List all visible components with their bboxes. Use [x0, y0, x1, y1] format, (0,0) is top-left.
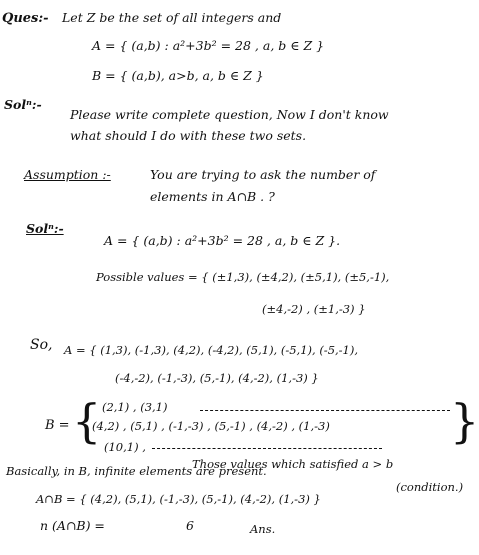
- a-set-line-1: A = { (1,3), (-1,3), (4,2), (-4,2), (5,1), (-5,1), (-5,-1),: [64, 343, 359, 357]
- b-open-brace: {: [72, 394, 102, 448]
- b-middle-row: (4,2) , (5,1) , (-1,-3) , (5,-1) , (4,-2) , (1,-3): [92, 419, 330, 433]
- question-line-2: A = { (a,b) : a²+3b² = 28 , a, b ∈ Z }: [92, 38, 325, 53]
- condition-note: (condition.): [396, 480, 464, 494]
- solution2-label: Solⁿ:-: [26, 221, 64, 236]
- possible-values-line-2: (±4,-2) , (±1,-3) }: [262, 302, 366, 316]
- b-top-row: (2,1) , (3,1): [102, 400, 168, 414]
- ans-label: Ans.: [250, 522, 276, 536]
- assumption-line-2: elements in A∩B . ?: [150, 189, 275, 204]
- a-set-line-2: (-4,-2), (-1,-3), (5,-1), (4,-2), (1,-3) }: [115, 371, 319, 385]
- a-definition: A = { (a,b) : a²+3b² = 28 , a, b ∈ Z }.: [104, 233, 341, 248]
- b-note: Those values which satisfied a > b: [192, 457, 394, 471]
- b-close-brace: }: [450, 394, 479, 448]
- solution1-line-2: what should I do with these two sets.: [70, 128, 307, 143]
- n-label: n (A∩B) =: [40, 518, 105, 533]
- question-line-3: B = { (a,b), a>b, a, b ∈ Z }: [92, 68, 264, 83]
- so-label: So,: [30, 337, 53, 353]
- question-line-1: Let Z be the set of all integers and: [62, 10, 282, 25]
- assumption-line-1: You are trying to ask the number of: [150, 167, 376, 182]
- b-bottom-row: (10,1) ,: [104, 440, 146, 454]
- intersection-line: A∩B = { (4,2), (5,1), (-1,-3), (5,-1), (4,-2), (1,-3) }: [36, 492, 321, 506]
- possible-values-line-1: Possible values = { (±1,3), (±4,2), (±5,1), (±5,-1),: [96, 270, 390, 284]
- solution1-line-1: Please write complete question, Now I don't know: [70, 107, 389, 122]
- basically-line: Basically, in B, infinite elements are present.: [6, 464, 267, 478]
- n-value: 6: [186, 518, 194, 533]
- assumption-label: Assumption :-: [24, 167, 111, 182]
- question-label: Ques:-: [2, 11, 49, 26]
- b-bottom-dash: [152, 448, 382, 449]
- b-top-dash: [200, 410, 450, 411]
- b-label: B =: [45, 418, 70, 433]
- solution1-label: Solⁿ:-: [4, 97, 42, 112]
